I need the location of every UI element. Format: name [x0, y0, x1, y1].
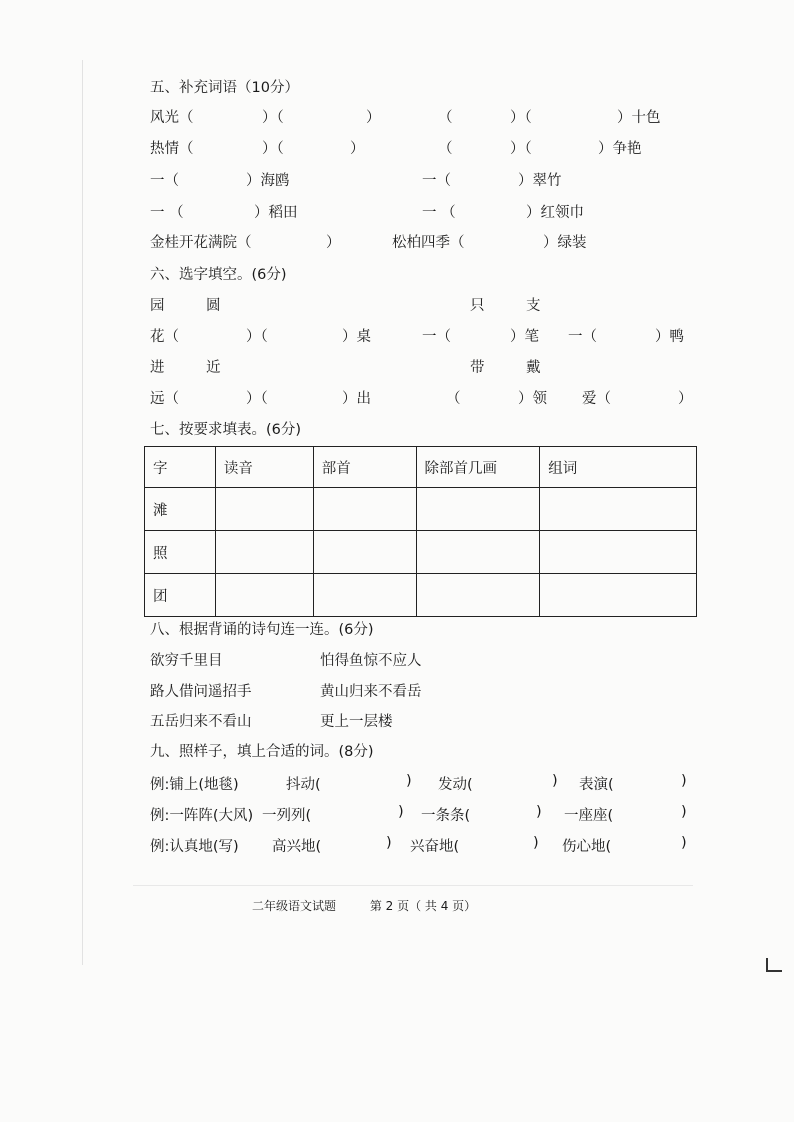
poem-left: 欲穷千里目	[150, 653, 223, 669]
sec5-r4-c: 一 （	[422, 205, 456, 221]
sec6-r1-g: ）鸭	[655, 329, 684, 345]
crop-mark-icon	[766, 958, 782, 972]
section-5-title: 五、补充词语（10分）	[150, 80, 299, 96]
answer-cell[interactable]	[416, 531, 540, 574]
sec5-row-4	[150, 201, 694, 223]
sec9-word: 抖动(	[286, 777, 321, 793]
choice-char: 进	[150, 360, 165, 376]
page-edge-shadow	[82, 60, 83, 965]
sec5-r4-b: ）稻田	[254, 205, 298, 221]
sec5-row-1	[150, 106, 694, 128]
sec6-choice-row-2	[150, 356, 694, 378]
sec5-r1-c: ）	[366, 110, 381, 126]
answer-cell[interactable]	[540, 574, 697, 617]
sec6-r2-g: ）	[678, 391, 693, 407]
choice-char: 园	[150, 298, 165, 314]
sec5-r5-b: ）	[326, 235, 341, 251]
sec6-r2-b: ）（	[246, 391, 268, 407]
sec5-r5-a: 金桂开花满院（	[150, 235, 252, 251]
header-cell: 组词	[540, 447, 697, 488]
choice-char: 戴	[526, 360, 541, 376]
sec5-r2-d: （	[438, 141, 453, 157]
answer-cell[interactable]	[313, 488, 416, 531]
sec6-r2-c: ）出	[342, 391, 371, 407]
section-9-title: 九、照样子，填上合适的词。(8分)	[150, 744, 374, 760]
sec9-example: 例:一阵阵(大风)	[150, 808, 254, 824]
sec6-r1-d: 一（	[422, 329, 451, 345]
poem-row	[150, 649, 694, 671]
poem-row	[150, 680, 694, 702]
sec5-r1-b: ）（	[262, 110, 284, 126]
sec9-close: )	[406, 773, 412, 789]
answer-cell[interactable]	[215, 574, 313, 617]
sec5-r2-b: ）（	[262, 141, 284, 157]
sec9-close: )	[398, 804, 404, 820]
sec5-r1-f: ）十色	[617, 110, 661, 126]
sec6-r1-a: 花（	[150, 329, 179, 345]
sec5-r5-d: ）绿装	[543, 235, 587, 251]
sec9-word: 高兴地(	[272, 839, 322, 855]
header-cell: 读音	[215, 447, 313, 488]
section-6-title: 六、选字填空。(6分)	[150, 267, 287, 283]
sec9-word: 表演(	[579, 777, 614, 793]
sec5-r3-c: 一（	[422, 173, 451, 189]
sec6-fill-row-1	[150, 325, 694, 347]
sec9-row-3	[150, 835, 694, 857]
sec6-fill-row-2	[150, 387, 694, 409]
sec6-choice-row-1	[150, 294, 694, 316]
header-cell: 部首	[313, 447, 416, 488]
sec5-r2-e: ）（	[510, 141, 532, 157]
sec5-r5-c: 松柏四季（	[392, 235, 465, 251]
answer-cell[interactable]	[313, 574, 416, 617]
poem-right: 黄山归来不看岳	[320, 684, 422, 700]
choice-char: 带	[470, 360, 485, 376]
choice-char: 近	[206, 360, 221, 376]
sec5-row-2	[150, 137, 694, 159]
sec9-word: 发动(	[438, 777, 473, 793]
section-7-title: 七、按要求填表。(6分)	[150, 422, 302, 438]
bleed-line	[133, 885, 693, 886]
sec9-word: 兴奋地(	[410, 839, 460, 855]
poem-right: 怕得鱼惊不应人	[320, 653, 422, 669]
answer-cell[interactable]	[416, 574, 540, 617]
sec6-r1-f: 一（	[568, 329, 597, 345]
header-cell: 字	[145, 447, 216, 488]
answer-cell[interactable]	[215, 488, 313, 531]
sec9-close: )	[681, 835, 687, 851]
sec5-row-5	[150, 231, 694, 253]
sec9-example: 例:铺上(地毯)	[150, 777, 239, 793]
choice-char: 圆	[206, 298, 221, 314]
sec6-r2-d: （	[446, 391, 461, 407]
answer-cell[interactable]	[540, 531, 697, 574]
answer-cell[interactable]	[540, 488, 697, 531]
sec5-r3-b: ）海鸥	[246, 173, 290, 189]
sec6-r1-e: ）笔	[510, 329, 539, 345]
answer-cell[interactable]	[416, 488, 540, 531]
sec5-r3-d: ）翠竹	[518, 173, 562, 189]
sec5-r2-c: ）	[350, 141, 365, 157]
sec9-close: )	[536, 804, 542, 820]
poem-left: 路人借问遥招手	[150, 684, 252, 700]
table-row	[145, 488, 697, 531]
sec5-r4-a: 一 （	[150, 205, 184, 221]
char-cell: 照	[145, 531, 216, 574]
poem-row	[150, 710, 694, 732]
sec9-word: 一座座(	[564, 808, 614, 824]
table-header-row	[145, 447, 697, 488]
sec9-row-2	[150, 804, 694, 826]
table-row	[145, 574, 697, 617]
footer-subject: 二年级语文试题	[252, 899, 337, 913]
sec5-r2-a: 热情（	[150, 141, 194, 157]
footer-page-number: 第 2 页（ 共 4 页）	[369, 899, 477, 913]
sec6-r1-c: ）桌	[342, 329, 371, 345]
sec9-word: 伤心地(	[562, 839, 612, 855]
section-8-title: 八、根据背诵的诗句连一连。(6分)	[150, 622, 374, 638]
char-cell: 滩	[145, 488, 216, 531]
sec5-row-3	[150, 169, 694, 191]
sec5-r1-e: ）（	[510, 110, 532, 126]
sec5-r3-a: 一（	[150, 173, 179, 189]
poem-right: 更上一层楼	[320, 714, 393, 730]
sec9-close: )	[552, 773, 558, 789]
sec9-word: 一条条(	[421, 808, 471, 824]
sec5-r4-d: ）红领巾	[526, 205, 584, 221]
choice-char: 只	[470, 298, 485, 314]
sec9-close: )	[386, 835, 392, 851]
sec9-word: 一列列(	[262, 808, 312, 824]
sec5-r2-f: ）争艳	[598, 141, 642, 157]
header-cell: 除部首几画	[416, 447, 540, 488]
answer-cell[interactable]	[313, 531, 416, 574]
sec6-r1-b: ）（	[246, 329, 268, 345]
sec9-close: )	[681, 804, 687, 820]
sec9-close: )	[681, 773, 687, 789]
choice-char: 支	[526, 298, 541, 314]
char-cell: 团	[145, 574, 216, 617]
fill-table	[144, 446, 697, 617]
sec6-r2-e: ）领	[518, 391, 547, 407]
sec9-row-1	[150, 773, 694, 795]
sec5-r1-a: 风光（	[150, 110, 194, 126]
sec9-example: 例:认真地(写)	[150, 839, 239, 855]
sec9-close: )	[533, 835, 539, 851]
answer-cell[interactable]	[215, 531, 313, 574]
sec6-r2-f: 爱（	[582, 391, 611, 407]
page-footer	[252, 897, 506, 914]
table-row	[145, 531, 697, 574]
sec6-r2-a: 远（	[150, 391, 179, 407]
poem-left: 五岳归来不看山	[150, 714, 252, 730]
sec5-r1-d: （	[438, 110, 453, 126]
